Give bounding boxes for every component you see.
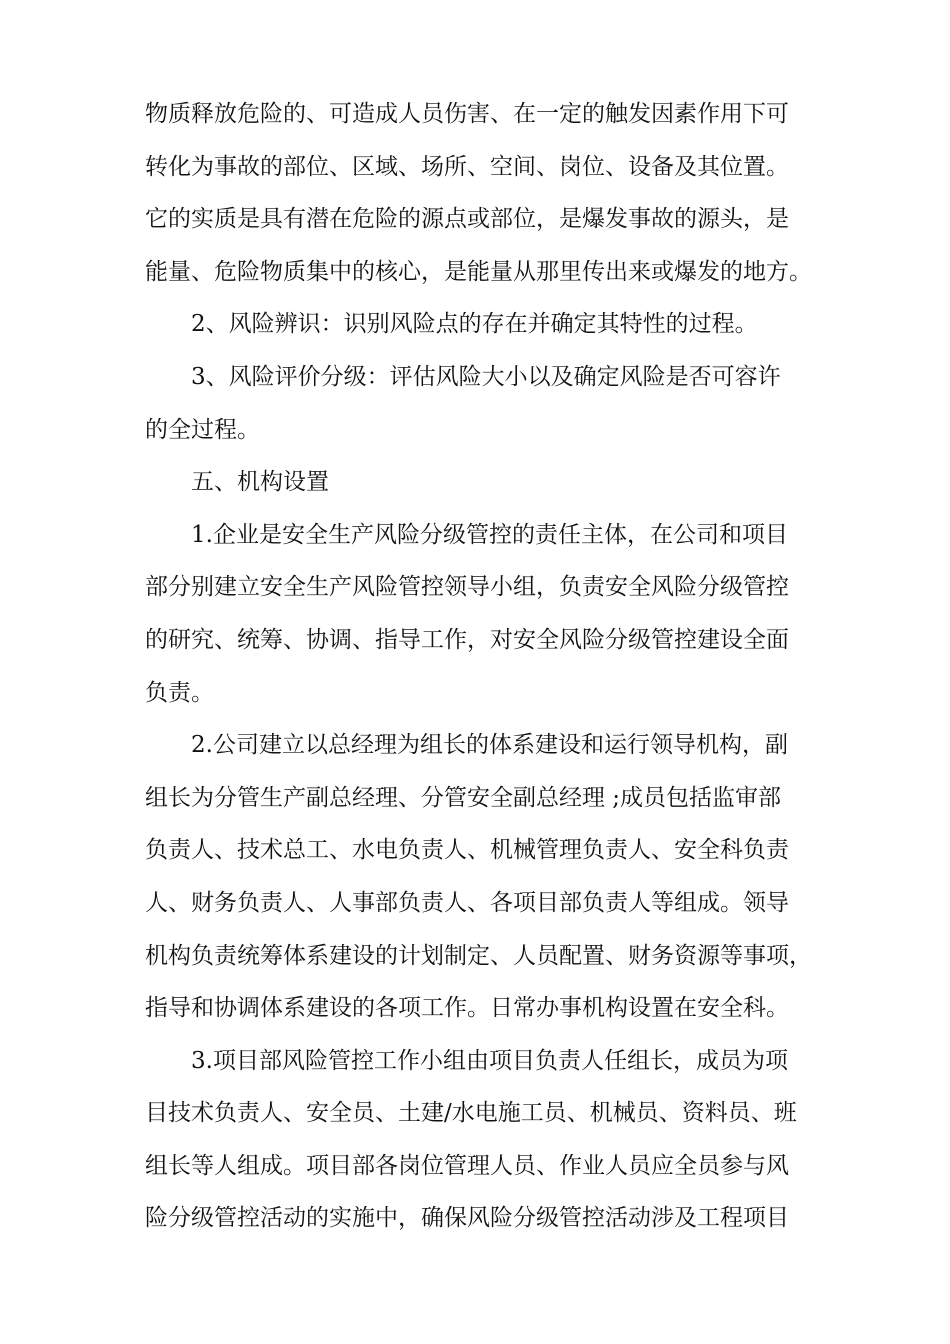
body-text-line: 人、财务负责人、人事部负责人、各项目部负责人等组成。领导 — [145, 889, 789, 916]
section-heading: 五、机构设置 — [191, 469, 329, 496]
body-text-line: 物质释放危险的、可造成人员伤害、在一定的触发因素作用下可 — [145, 101, 789, 127]
body-text-line: 险分级管控活动的实施中，确保风险分级管控活动涉及工程项目 — [145, 1205, 789, 1232]
body-text-line: 它的实质是具有潜在危险的源点或部位，是爆发事故的源头，是 — [145, 206, 789, 233]
body-text-line: 转化为事故的部位、区域、场所、空间、岗位、设备及其位置。 — [145, 153, 789, 180]
body-text-line: 组长等人组成。项目部各岗位管理人员、作业人员应全员参与风 — [145, 1152, 789, 1179]
body-text-line: 机构负责统筹体系建设的计划制定、人员配置、财务资源等事项， — [145, 942, 812, 969]
paragraph-2-start: 2.公司建立以总经理为组长的体系建设和运行领导机构，副 — [191, 732, 788, 759]
body-text-line: 部分别建立安全生产风险管控领导小组，负责安全风险分级管控 — [145, 574, 789, 601]
body-text-line: 目技术负责人、安全员、土建/水电施工员、机械员、资料员、班 — [145, 1100, 797, 1127]
document-body — [145, 88, 825, 1245]
risk-grading-definition: 3、风险评价分级：评估风险大小以及确定风险是否可容许 — [191, 363, 781, 390]
body-text-line: 负责。 — [145, 679, 214, 706]
body-text-line: 的全过程。 — [145, 416, 260, 443]
body-text-line: 组长为分管生产副总经理、分管安全副总经理 ;成员包括监审部 — [145, 784, 782, 811]
body-text-line: 负责人、技术总工、水电负责人、机械管理负责人、安全科负责 — [145, 837, 789, 864]
paragraph-1-start: 1.企业是安全生产风险分级管控的责任主体，在公司和项目 — [191, 521, 788, 548]
risk-identification-definition: 2、风险辨识：识别风险点的存在并确定其特性的过程。 — [191, 311, 758, 338]
paragraph-3-start: 3.项目部风险管控工作小组由项目负责人任组长，成员为项 — [191, 1047, 788, 1074]
body-text-line: 指导和协调体系建设的各项工作。日常办事机构设置在安全科。 — [145, 995, 789, 1022]
body-text-line: 能量、危险物质集中的核心，是能量从那里传出来或爆发的地方。 — [145, 258, 812, 285]
body-text-line: 的研究、统筹、协调、指导工作，对安全风险分级管控建设全面 — [145, 626, 789, 653]
